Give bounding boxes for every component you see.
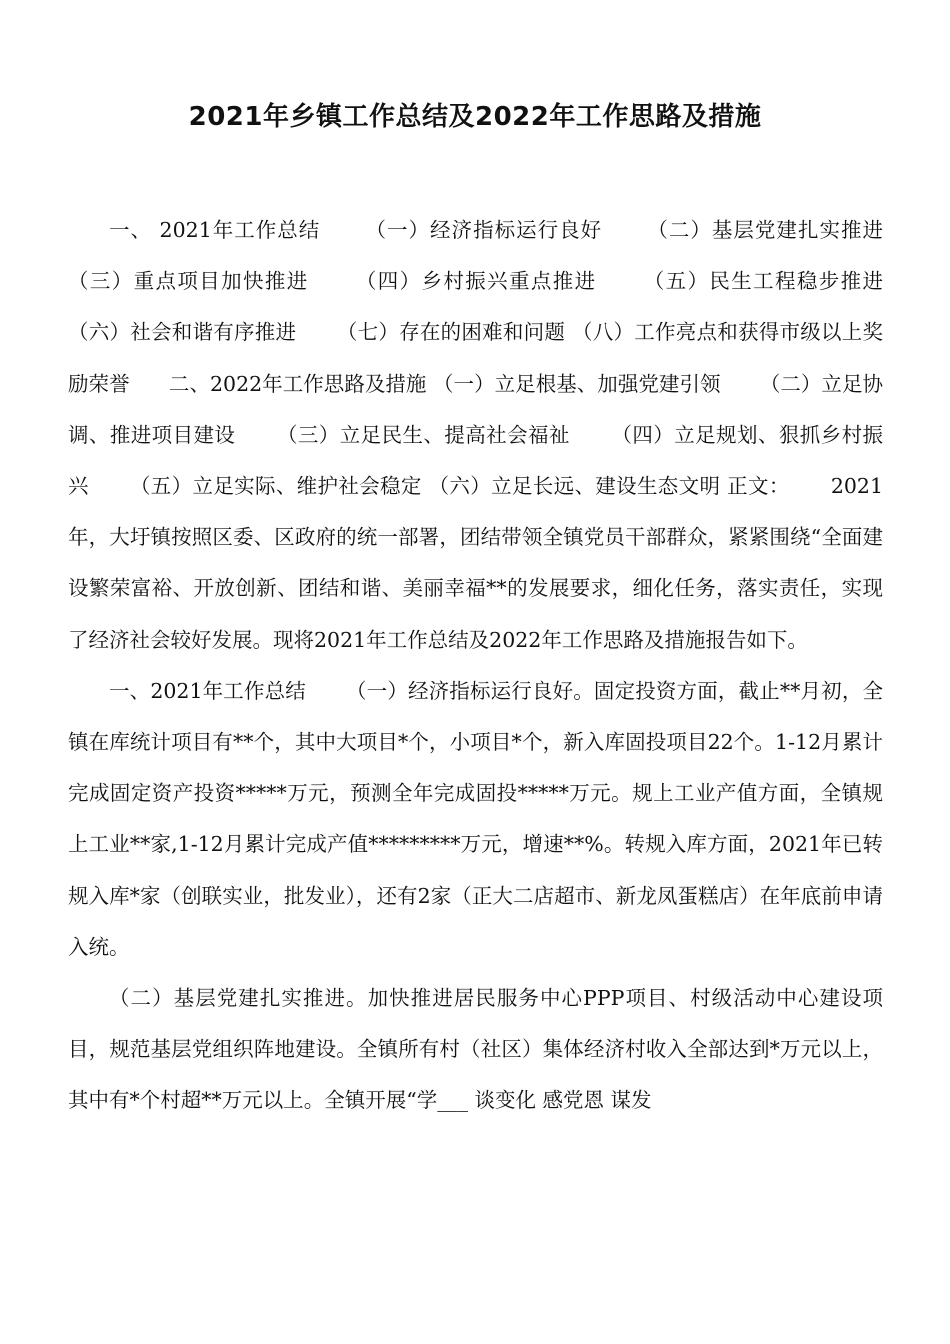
paragraph-party-building: （二）基层党建扎实推进。加快推进居民服务中心PPP项目、村级活动中心建设项目，规范基层党组织阵地建设。全镇所有村（社区）集体经济村收入全部达到*万元以上，其中有*个村超**万元以上。全镇开展“学___ 谈变化 感党恩 谋发 <box>68 986 883 1113</box>
paragraph-outline: 一、 2021年工作总结 （一）经济指标运行良好 （二）基层党建扎实推进 （三）重点项目加快推进 （四）乡村振兴重点推进 （五）民生工程稳步推进 （六）社会和谐有序推进 （七）存在的困难和问题 （八）工作亮点和获得市级以上奖励荣誉 二、2022年工作思路及措施 （一）立足根基、加强党建引领 （二）立足协调、推进项目建设 （三）立足民生、提高社会福祉 （四）立足规划、狠抓乡村振兴 （五）立足实际、维护社会稳定 （六）立足长远、建设生态文明 正文： 2021年，大圩镇按照区委、区政府的统一部署，团结带领全镇党员干部群众，紧紧围绕“全面建设繁荣富裕、开放创新、团结和谐、美丽幸福**的发展要求，细化任务，落实责任，实现了经济社会较好发展。现将2021年工作总结及2022年工作思路及措施报告如下。 <box>68 218 923 652</box>
document-title: 2021年乡镇工作总结及2022年工作思路及措施 <box>188 102 762 132</box>
document-body <box>68 205 923 1127</box>
paragraph-economic-indicators: 一、2021年工作总结 （一）经济指标运行良好。固定投资方面，截止**月初，全镇在库统计项目有**个，其中大项目*个，小项目*个，新入库固投项目22个。1-12月累计完成固定资产投资*****万元，预测全年完成固投*****万元。规上工业产值方面，全镇规上工业**家,1-12月累计完成产值*********万元，增速**%。转规入库方面，2021年已转规入库*家（创联实业，批发业），还有2家（正大二店超市、新龙凤蛋糕店）在年底前申请入统。 <box>68 678 883 959</box>
